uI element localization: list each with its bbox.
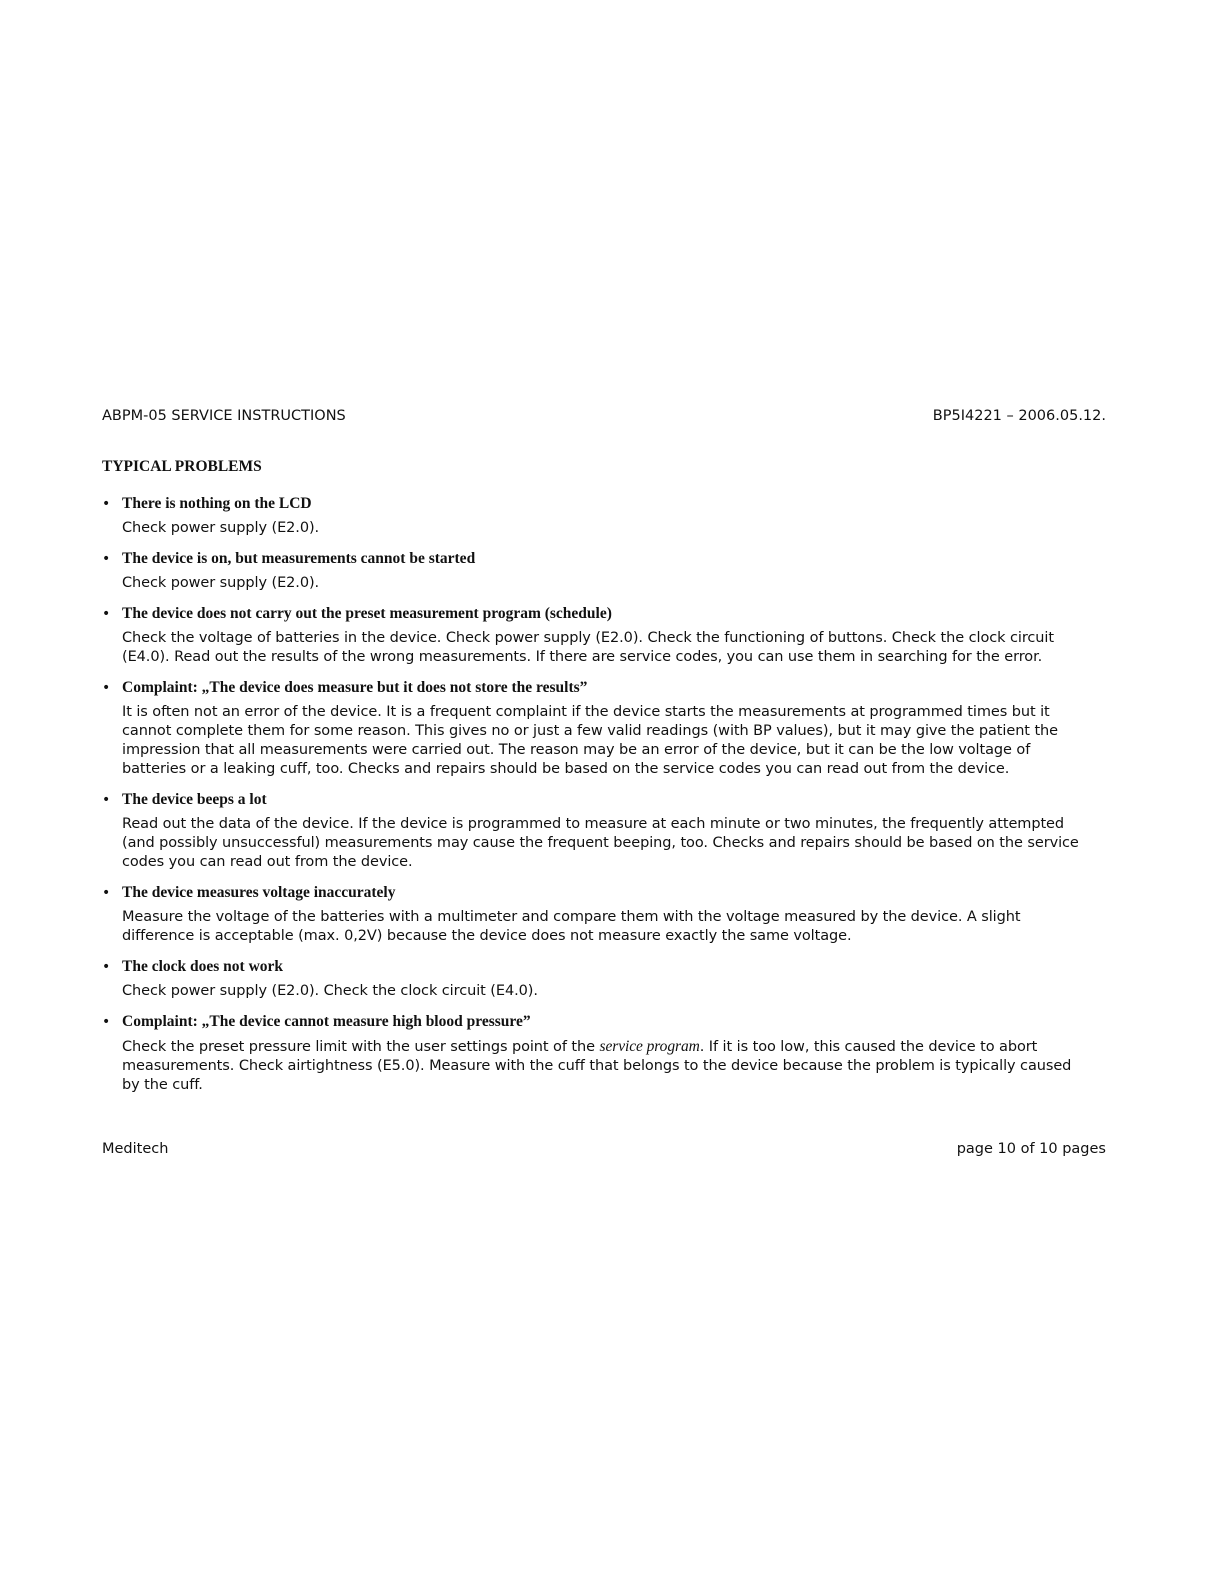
bullet-icon: • (102, 680, 111, 696)
page-footer (102, 1141, 1106, 1163)
bullet-icon: • (102, 885, 111, 901)
problem-list (102, 494, 1092, 1106)
problem-title: There is nothing on the LCD (122, 495, 312, 512)
page-header (102, 408, 1106, 430)
problem-text: Check power supply (E2.0). (122, 575, 320, 591)
list-item (102, 957, 1092, 1001)
problem-text-part: . If it is too low, this caused the device to abort measurements. Check airtightness (E5.0). Measure with the cuff that belongs to the device because the problem is typically caused by the cuff. (122, 1039, 1072, 1093)
document-title: ABPM-05 SERVICE INSTRUCTIONS (102, 408, 346, 424)
bullet-icon: • (102, 496, 111, 512)
document-id: BP5I4221 – 2006.05.12. (932, 408, 1106, 424)
list-item (102, 494, 1092, 538)
problem-title: The device does not carry out the preset measurement program (schedule) (122, 605, 612, 622)
list-item (102, 549, 1092, 593)
problem-title: Complaint: „The device cannot measure high blood pressure” (122, 1013, 531, 1030)
problem-title: The clock does not work (122, 958, 284, 975)
problem-title: The device measures voltage inaccurately (122, 884, 396, 901)
list-item (102, 604, 1092, 667)
list-item (102, 883, 1092, 946)
problem-text: Check power supply (E2.0). Check the clock circuit (E4.0). (122, 983, 538, 999)
bullet-icon: • (102, 606, 111, 622)
problem-title: The device beeps a lot (122, 791, 267, 808)
problem-text: Check power supply (E2.0). (122, 520, 320, 536)
bullet-icon: • (102, 1014, 111, 1030)
problem-title: Complaint: „The device does measure but it does not store the results” (122, 679, 588, 696)
bullet-icon: • (102, 959, 111, 975)
list-item (102, 678, 1092, 779)
list-item (102, 790, 1092, 872)
problem-text: Check the voltage of batteries in the device. Check power supply (E2.0). Check the functioning of buttons. Check the clock circuit (E4.0). Read out the results of the wrong measurements. If there are service codes, you can use them in searching for the error. (122, 630, 1054, 665)
problem-text: It is often not an error of the device. It is a frequent complaint if the device starts the measurements at programmed times but it cannot complete them for some reason. This gives no or just a few valid readings (with BP values), but it may give the patient the impression that all measurements were carried out. The reason may be an error of the device, but it can be the low voltage of batteries or a leaking cuff, too. Checks and repairs should be based on the service codes you can read out from the device. (122, 704, 1058, 777)
problem-title: The device is on, but measurements cannot be started (122, 550, 476, 567)
page-number: page 10 of 10 pages (956, 1141, 1106, 1157)
bullet-icon: • (102, 551, 111, 567)
problem-text: Measure the voltage of the batteries with a multimeter and compare them with the voltage measured by the device. A slight difference is acceptable (max. 0,2V) because the device does not measure exactly the same voltage. (122, 909, 1021, 944)
section-title: TYPICAL PROBLEMS (102, 458, 262, 475)
problem-text (122, 1037, 1092, 1095)
list-item (102, 1012, 1092, 1095)
problem-text: Read out the data of the device. If the device is programmed to measure at each minute or two minutes, the frequently attempted (and possibly unsuccessful) measurements may cause the frequent beeping, too. Checks and repairs should be based on the service codes you can read out from the device. (122, 816, 1079, 870)
problem-text-part: Check the preset pressure limit with the user settings point of the (122, 1039, 600, 1055)
service-program-emphasis: service program (599, 1038, 700, 1055)
bullet-icon: • (102, 792, 111, 808)
company-name: Meditech (102, 1141, 169, 1157)
